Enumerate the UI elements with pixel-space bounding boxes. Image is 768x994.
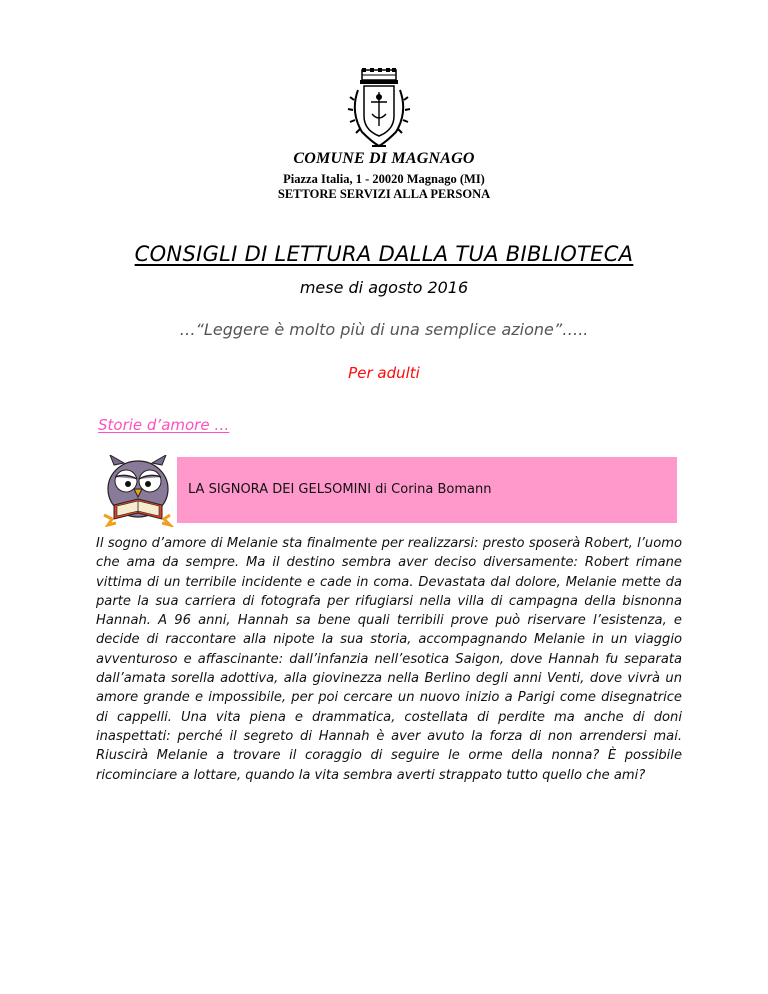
book-description: Il sogno d’amore di Melanie sta finalmente per realizzarsi: presto sposerà Robert, l’uomo che ama da sempre. Ma il destino sembra aver deciso diversamente: Robert rimane vittima di un terribile incidente e cade in coma. Devastata dal dolore, Melanie mette da parte la sua carriera di fotografa per rifugiarsi nella villa di campagna della bisnonna Hannah. A 96 anni, Hannah sa bene quali terribili prove può riservare l’esistenza, e decide di raccontare alla nipote la sua storia, accompagnando Melanie in un viaggio avventuroso e affascinante: dall’infanzia nell’esotica Saigon, dove Hannah fu separata dall’amata sorella adottiva, alla giovinezza nella Berlino degli anni Venti, dove vivrà un amore grande e impossibile, per poi cercare un nuovo inizio a Parigi come disegnatrice di cappelli. Una vita piena e drammatica, costellata di perdite ma anche di doni inaspettati: perché il segreto di Hannah è aver avuto la forza di non arrendersi mai. Riuscirà Melanie a trovare il coraggio di seguire le orme della nonna? È possibile ricominciare a lottare, quando la vita sembra averti strappato tutto quello che ami? [96,536,682,783]
reading-quote: …“Leggere è molto più di una semplice azione”….. [179,320,589,339]
reading-owl-icon [100,455,178,527]
book-title: LA SIGNORA DEI GELSOMINI di Corina Bomann [188,482,492,497]
municipality-name: COMUNE DI MAGNAGO [293,150,475,167]
page-title: CONSIGLI DI LETTURA DALLA TUA BIBLIOTECA [134,242,634,266]
book-title-box [177,457,677,523]
municipal-crest-icon [344,66,414,152]
municipality-address: Piazza Italia, 1 - 20020 Magnago (MI) [283,172,485,186]
municipality-sector: SETTORE SERVIZI ALLA PERSONA [277,187,491,201]
audience-label: Per adulti [348,364,420,382]
month-subtitle: mese di agosto 2016 [299,278,469,297]
section-heading: Storie d’amore … [98,416,230,434]
